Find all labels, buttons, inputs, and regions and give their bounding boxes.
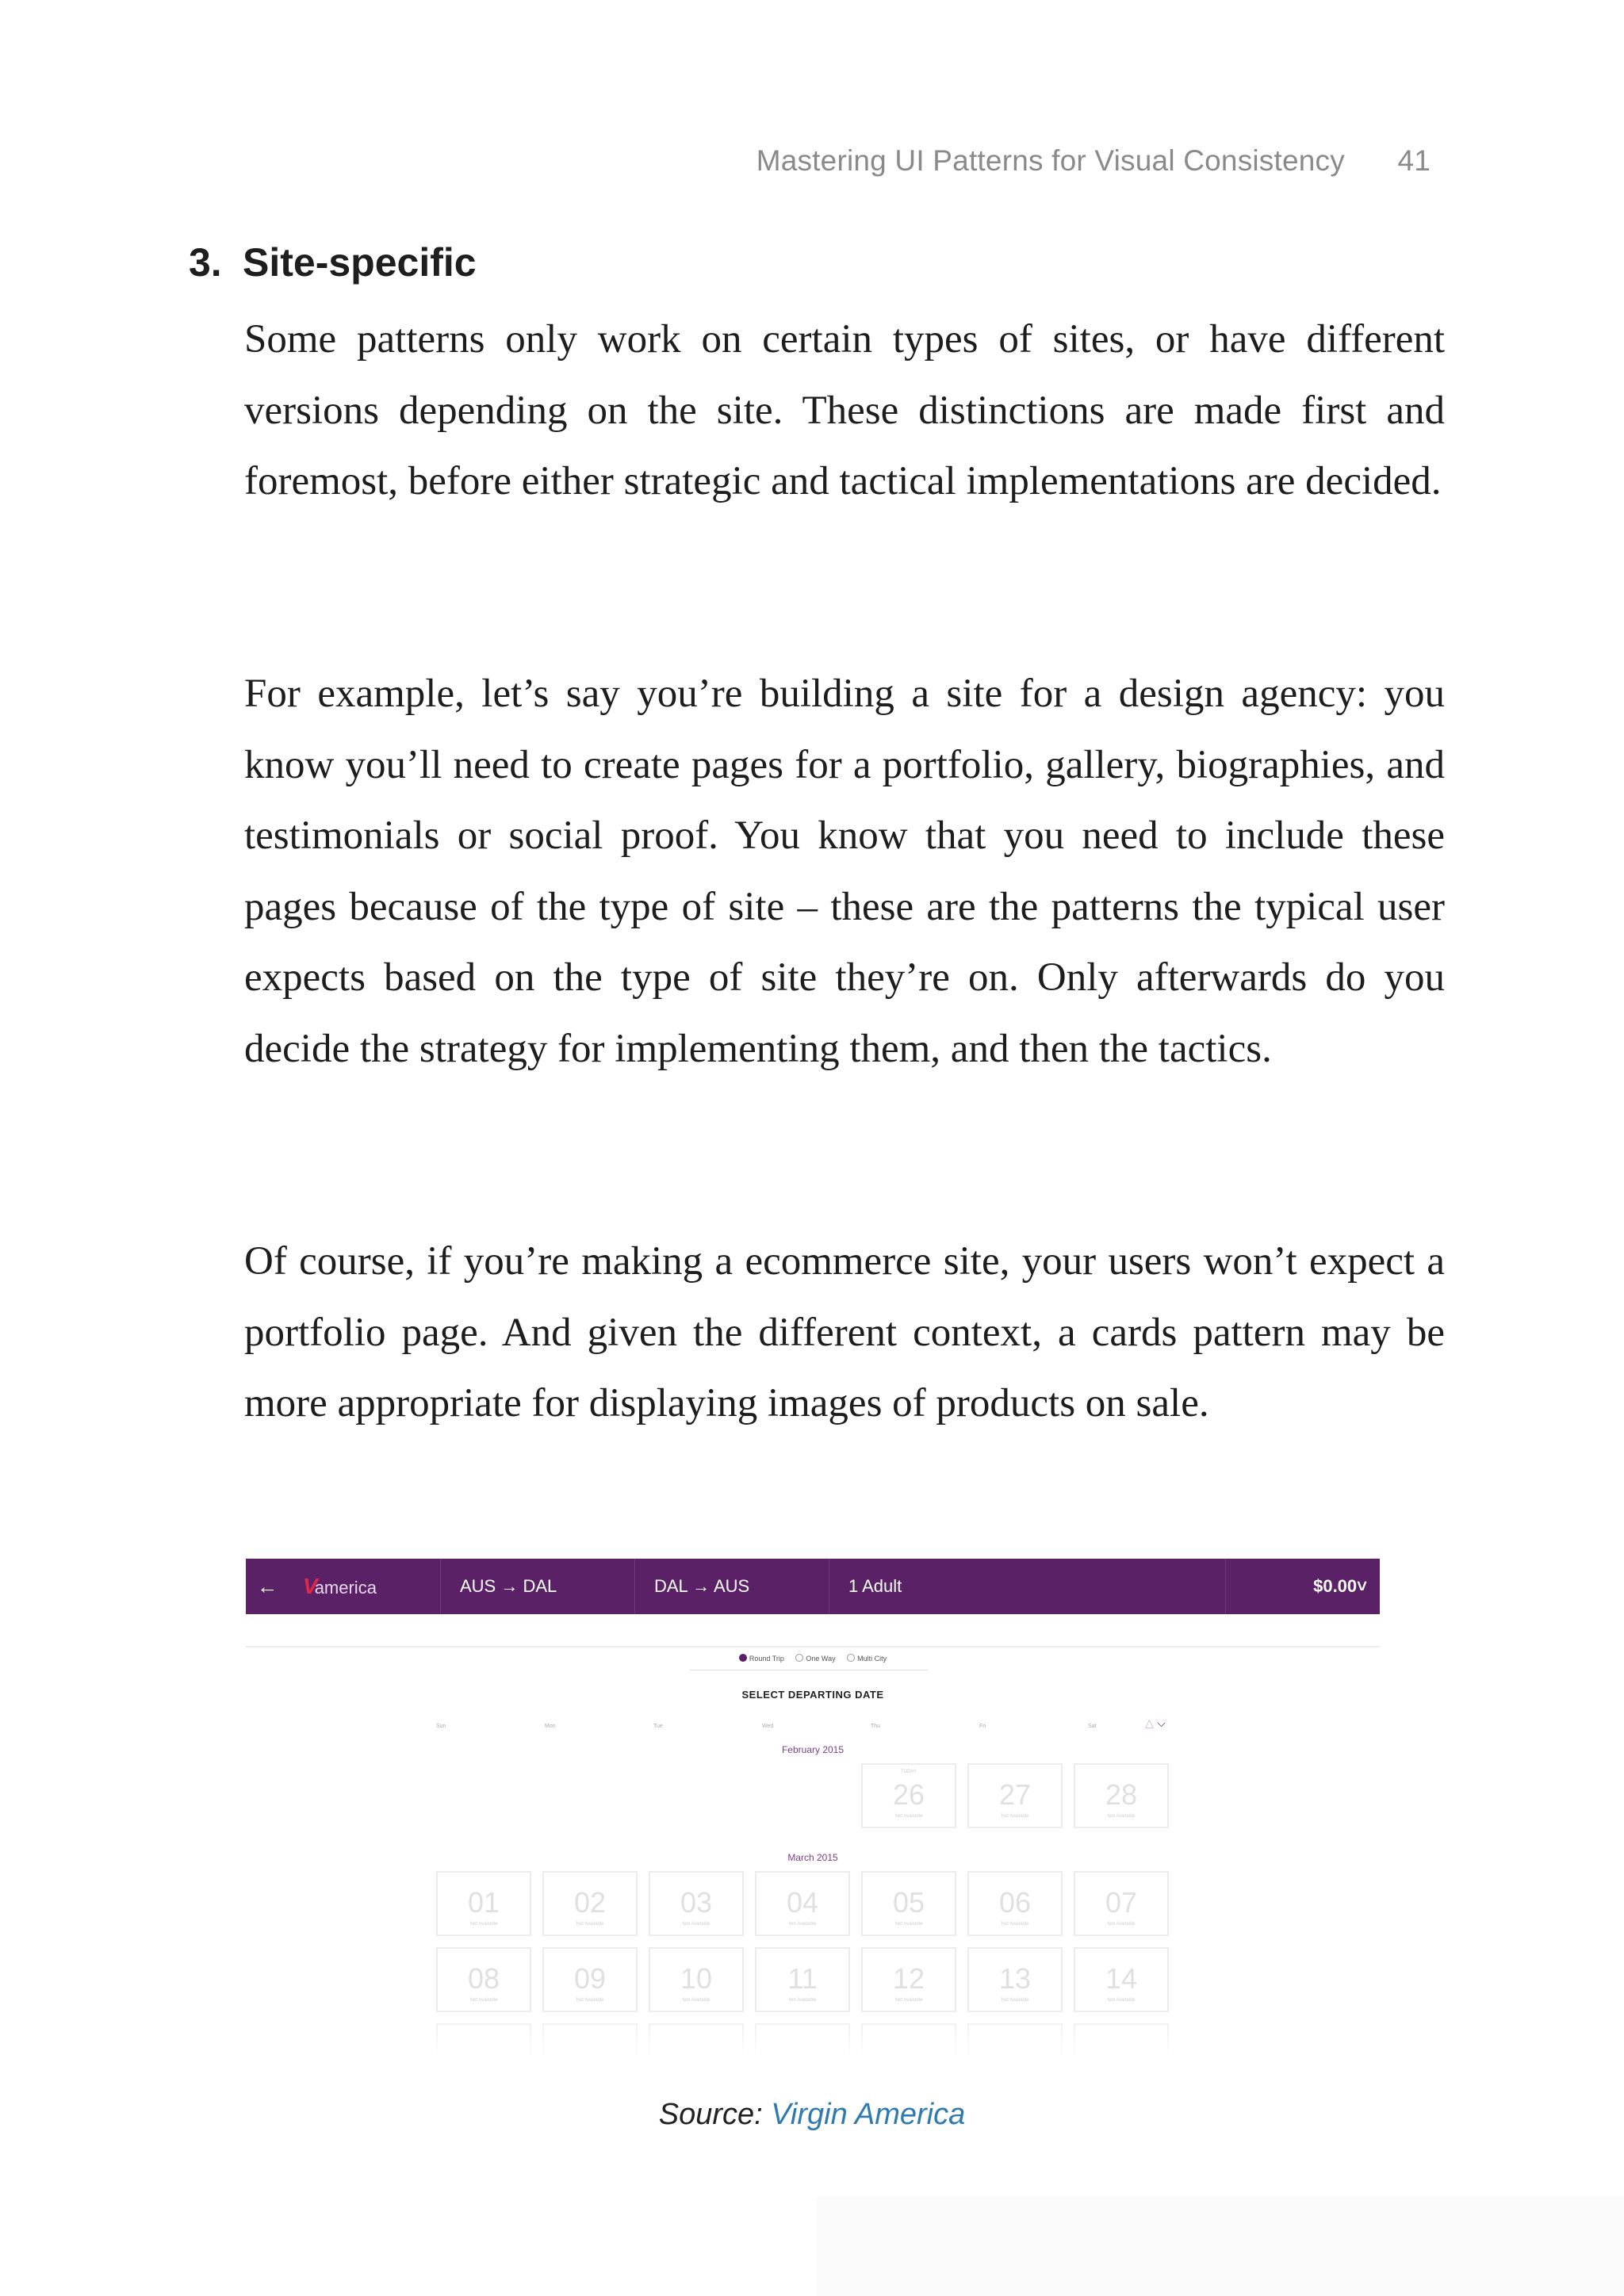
availability-label: Not Available — [469, 1922, 498, 1927]
calendar-day-cell — [649, 1871, 744, 1936]
calendar-day-cell — [1074, 1947, 1169, 2012]
calendar-day-cell — [967, 1763, 1063, 1828]
calendar-day-cell — [436, 1871, 531, 1936]
day-number: 03 — [680, 1886, 713, 1919]
day-number: 13 — [998, 1962, 1032, 1995]
availability-label: Not Available — [1001, 1814, 1029, 1819]
day-number: 26 — [892, 1778, 925, 1811]
calendar-day-cell — [542, 1947, 638, 2012]
day-number: 07 — [1105, 1886, 1138, 1919]
calendar-day-cell — [542, 1871, 638, 1936]
month-label-march: March 2015 — [787, 1852, 838, 1863]
calendar-day-cell — [967, 1871, 1063, 1936]
logo-wordmark: america — [314, 1578, 377, 1598]
availability-label: Not Available — [894, 1922, 923, 1927]
trip-option-round: Round Trip — [739, 1655, 784, 1663]
arrow-left-icon: ← — [257, 1575, 278, 1598]
day-number: 12 — [892, 1962, 925, 1995]
today-label: TODAY — [900, 1770, 917, 1774]
calendar-heading: SELECT DEPARTING DATE — [741, 1689, 884, 1701]
day-number: 06 — [998, 1886, 1032, 1919]
availability-label: Not Available — [469, 1998, 498, 2003]
availability-label: Not Available — [1107, 1998, 1136, 2003]
calendar-nav-arrows — [1145, 1717, 1166, 1730]
weekday-label: Fri — [979, 1724, 986, 1729]
caption-source-link[interactable]: Virgin America — [771, 2098, 966, 2131]
body-paragraph-1: Some patterns only work on certain types of sites, or have different versions depending on the site. These distinctions are made first and foremost, before either strategic and tactical implementations are decided. — [244, 317, 1445, 503]
running-head-title: Mastering UI Patterns for Visual Consistency — [756, 144, 1345, 177]
availability-label: Not Available — [682, 1922, 710, 1927]
availability-label: Not Available — [894, 1998, 923, 2003]
day-number: 27 — [998, 1778, 1032, 1811]
trip-option-multicity: Multi City — [847, 1655, 887, 1663]
availability-label: Not Available — [1107, 1814, 1136, 1819]
day-number: 14 — [1105, 1962, 1138, 1995]
day-number: 04 — [786, 1886, 819, 1919]
page-corner-tint — [817, 2196, 1624, 2296]
day-number: 28 — [1105, 1778, 1138, 1811]
weekday-row — [436, 1724, 1229, 1735]
running-head — [756, 144, 1431, 178]
availability-label: Not Available — [788, 1922, 817, 1927]
virgin-america-logo — [303, 1559, 377, 1614]
logo-mark: V — [303, 1574, 318, 1598]
price-total: $0.00˅ — [1313, 1576, 1367, 1596]
calendar-day-cell — [861, 1763, 956, 1828]
availability-label: Not Available — [576, 1998, 604, 2003]
calendar-day-cell — [1074, 1871, 1169, 1936]
body-paragraph-3: Of course, if you’re making a ecommerce site, your users won’t expect a portfolio page. And given the different context, a cards pattern may be more appropriate for displaying images of products on sale. — [244, 1239, 1445, 1425]
day-number: 10 — [680, 1962, 713, 1995]
calendar-day-cell — [436, 1947, 531, 2012]
figure-fade — [246, 2011, 1380, 2058]
passenger-count: 1 Adult — [848, 1576, 902, 1596]
day-number: 02 — [573, 1886, 607, 1919]
calendar-day-cell — [861, 1947, 956, 2012]
section-number: 3. — [189, 240, 222, 285]
month-label-february: February 2015 — [781, 1744, 845, 1755]
route-return: DAL → AUS — [654, 1576, 750, 1596]
day-number: 11 — [787, 1962, 818, 1995]
day-number: 08 — [467, 1962, 500, 1995]
body-paragraph-2: For example, let’s say you’re building a site for a design agency: you know you’ll need to create pages for a portfolio, gallery, biographies, and testimonials or social proof. You know that you need to include these pages because of the type of site – these are the patterns the typical user expects based on the type of site they’re on. Only afterwards do you decide the strategy for implementing them, and then the tactics. — [244, 672, 1445, 1071]
day-number: 09 — [573, 1962, 607, 1995]
availability-label: Not Available — [1001, 1922, 1029, 1927]
trip-type-options — [246, 1654, 1380, 1663]
radio-icon — [847, 1654, 855, 1662]
radio-icon — [739, 1654, 747, 1662]
section-title: Site-specific — [243, 240, 477, 285]
figure-caption — [0, 2098, 1624, 2132]
availability-label: Not Available — [1001, 1998, 1029, 2003]
calendar-day-cell — [755, 1947, 850, 2012]
weekday-label: Tue — [653, 1724, 663, 1729]
calendar-day-cell — [755, 1871, 850, 1936]
availability-label: Not Available — [1107, 1922, 1136, 1927]
weekday-label: Sat — [1088, 1724, 1097, 1729]
radio-icon — [795, 1654, 803, 1662]
day-number: 01 — [467, 1886, 500, 1919]
day-number: 05 — [892, 1886, 925, 1919]
page-number: 41 — [1397, 144, 1431, 177]
chevron-down-icon: ⌵ — [1157, 1717, 1166, 1730]
weekday-label: Mon — [545, 1724, 556, 1729]
route-outbound: AUS → DAL — [460, 1576, 557, 1596]
nav-divider — [1225, 1559, 1226, 1614]
availability-label: Not Available — [894, 1814, 923, 1819]
availability-label: Not Available — [788, 1998, 817, 2003]
availability-label: Not Available — [682, 1998, 710, 2003]
trip-option-oneway: One Way — [795, 1655, 835, 1663]
availability-label: Not Available — [576, 1922, 604, 1927]
nav-divider — [440, 1559, 441, 1614]
chevron-up-icon: △ — [1145, 1717, 1154, 1730]
weekday-label: Sun — [436, 1724, 446, 1729]
divider-line — [246, 1646, 1380, 1647]
weekday-label: Wed — [762, 1724, 774, 1729]
calendar-day-cell — [1074, 1763, 1169, 1828]
calendar-day-cell — [967, 1947, 1063, 2012]
booking-nav-bar — [246, 1559, 1380, 1614]
weekday-label: Thu — [871, 1724, 881, 1729]
calendar-day-cell — [861, 1871, 956, 1936]
section-heading — [189, 239, 477, 285]
figure-screenshot — [246, 1559, 1380, 2058]
nav-divider — [634, 1559, 635, 1614]
caption-prefix: Source: — [658, 2098, 763, 2131]
calendar-day-cell — [649, 1947, 744, 2012]
